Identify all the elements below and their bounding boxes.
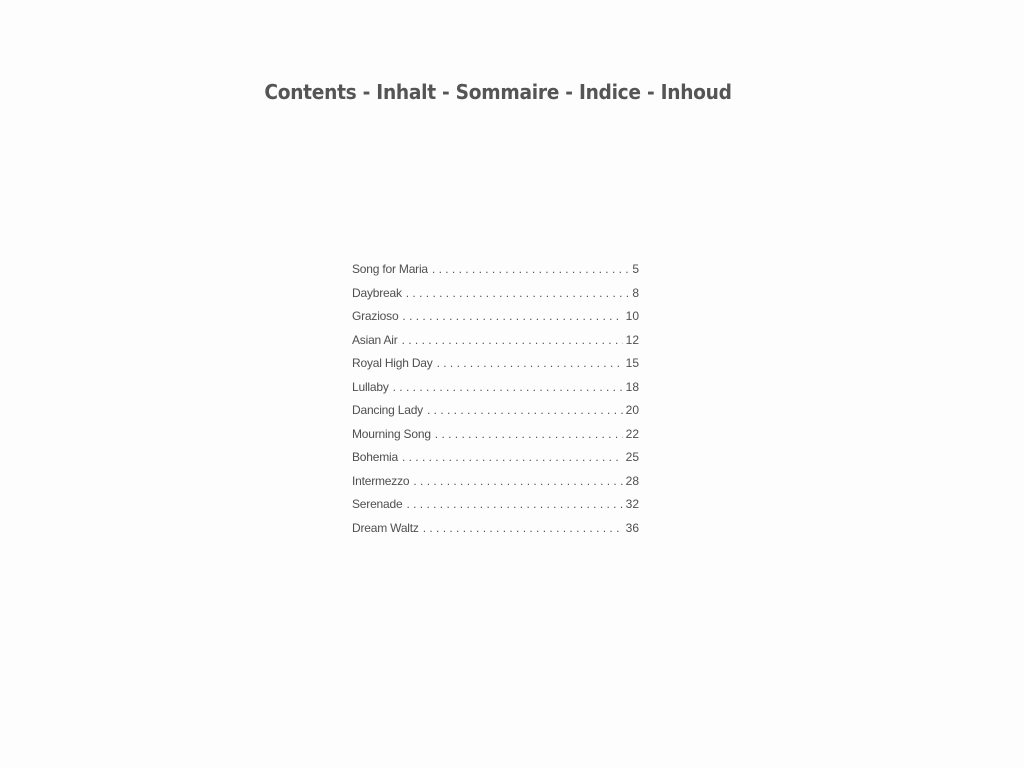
toc-entry-title: Mourning Song <box>352 426 431 441</box>
toc-entry-title: Intermezzo <box>352 473 410 488</box>
toc-dot-leader <box>427 403 623 417</box>
toc-entry-page: 12 <box>625 332 639 347</box>
toc-dot-leader <box>435 427 623 441</box>
toc-entry-title: Dream Waltz <box>352 520 419 535</box>
toc-entry-page: 10 <box>625 309 639 323</box>
toc-entry-page: 28 <box>625 473 639 488</box>
toc-dot-leader <box>406 497 622 511</box>
toc-entry <box>352 521 639 545</box>
page-title: Contents - Inhalt - Sommaire - Indice - Inhoud <box>264 80 732 104</box>
toc-entry <box>352 403 639 427</box>
toc-entry <box>352 450 639 474</box>
toc-entry <box>352 474 639 498</box>
toc-dot-leader <box>423 521 623 535</box>
toc-dot-leader <box>402 450 623 464</box>
toc-entry-title: Grazioso <box>352 309 399 323</box>
toc-entry-page: 8 <box>632 285 639 300</box>
toc-dot-leader <box>402 309 622 323</box>
toc-entry-page: 18 <box>625 379 639 394</box>
toc-dot-leader <box>437 356 623 370</box>
toc-entry <box>352 380 639 404</box>
toc-dot-leader <box>406 286 630 300</box>
toc-entry-title: Royal High Day <box>352 356 433 370</box>
toc-entry-page: 32 <box>625 497 639 511</box>
toc-dot-leader <box>413 474 622 488</box>
toc-entry-title: Lullaby <box>352 379 389 394</box>
table-of-contents <box>352 262 639 544</box>
toc-entry <box>352 333 639 357</box>
toc-entry <box>352 356 639 380</box>
toc-dot-leader <box>393 380 623 394</box>
toc-entry-title: Song for Maria <box>352 262 428 276</box>
toc-entry-page: 15 <box>625 356 639 370</box>
toc-entry <box>352 309 639 333</box>
toc-entry <box>352 497 639 521</box>
toc-entry-title: Daybreak <box>352 285 402 300</box>
toc-entry-page: 22 <box>625 426 639 441</box>
toc-entry-page: 5 <box>632 262 639 276</box>
toc-entry-page: 20 <box>625 403 639 417</box>
toc-entry <box>352 262 639 286</box>
toc-entry-page: 25 <box>625 450 639 464</box>
toc-entry-title: Dancing Lady <box>352 403 423 417</box>
toc-dot-leader <box>432 262 629 276</box>
toc-entry-title: Serenade <box>352 497 403 511</box>
toc-dot-leader <box>402 333 623 347</box>
toc-entry-title: Bohemia <box>352 450 398 464</box>
toc-entry-page: 36 <box>625 520 639 535</box>
toc-entry <box>352 427 639 451</box>
toc-entry <box>352 286 639 310</box>
toc-entry-title: Asian Air <box>352 332 398 347</box>
